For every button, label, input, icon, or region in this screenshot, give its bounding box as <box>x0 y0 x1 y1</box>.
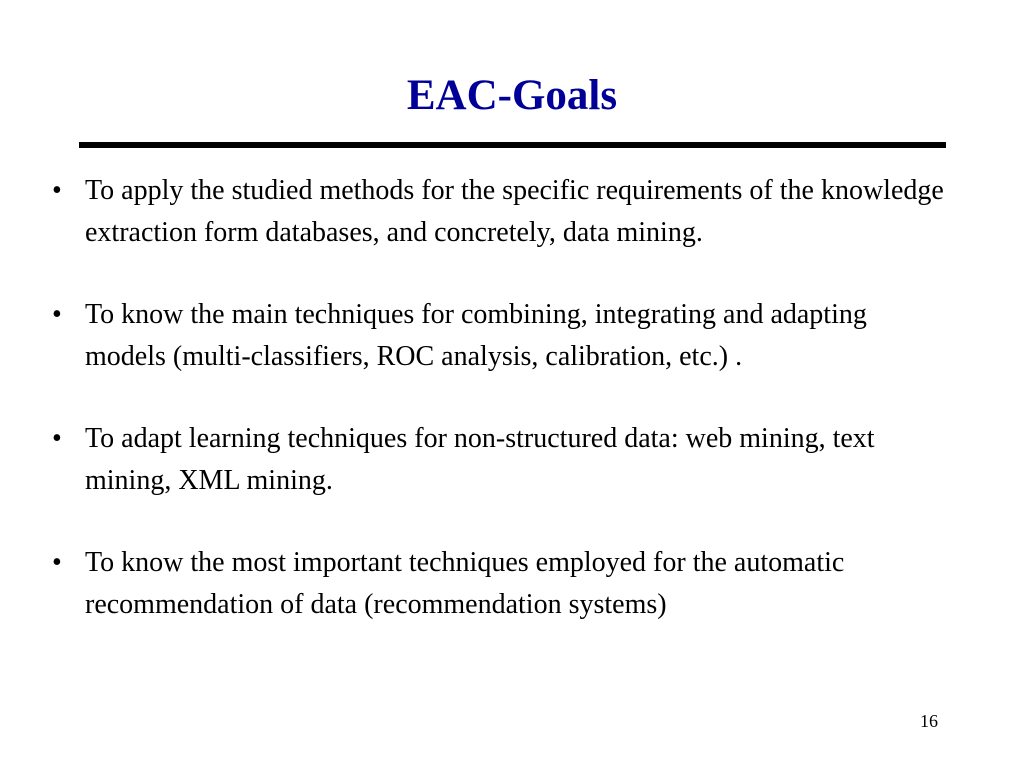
bullet-text: To adapt learning techniques for non-structured data: web mining, text mining, XML mining. <box>85 423 875 496</box>
bullet-marker: • <box>52 423 62 454</box>
bullet-item <box>52 542 952 626</box>
bullet-text: To know the most important techniques employed for the automatic recommendation of data (recommendation systems) <box>85 547 845 620</box>
bullet-list <box>52 170 952 626</box>
bullet-text: To know the main techniques for combining, integrating and adapting models (multi-classifiers, ROC analysis, calibration, etc.) . <box>85 299 867 372</box>
bullet-item <box>52 170 952 254</box>
bullet-marker: • <box>52 175 62 206</box>
bullet-text: To apply the studied methods for the specific requirements of the knowledge extraction form databases, and concretely, data mining. <box>85 175 944 248</box>
slide-title: EAC-Goals <box>406 72 618 119</box>
bullet-item <box>52 418 952 502</box>
bullet-marker: • <box>52 547 62 578</box>
bullet-item <box>52 294 952 378</box>
page-number: 16 <box>920 711 938 731</box>
title-divider <box>79 142 946 148</box>
bullet-marker: • <box>52 299 62 330</box>
